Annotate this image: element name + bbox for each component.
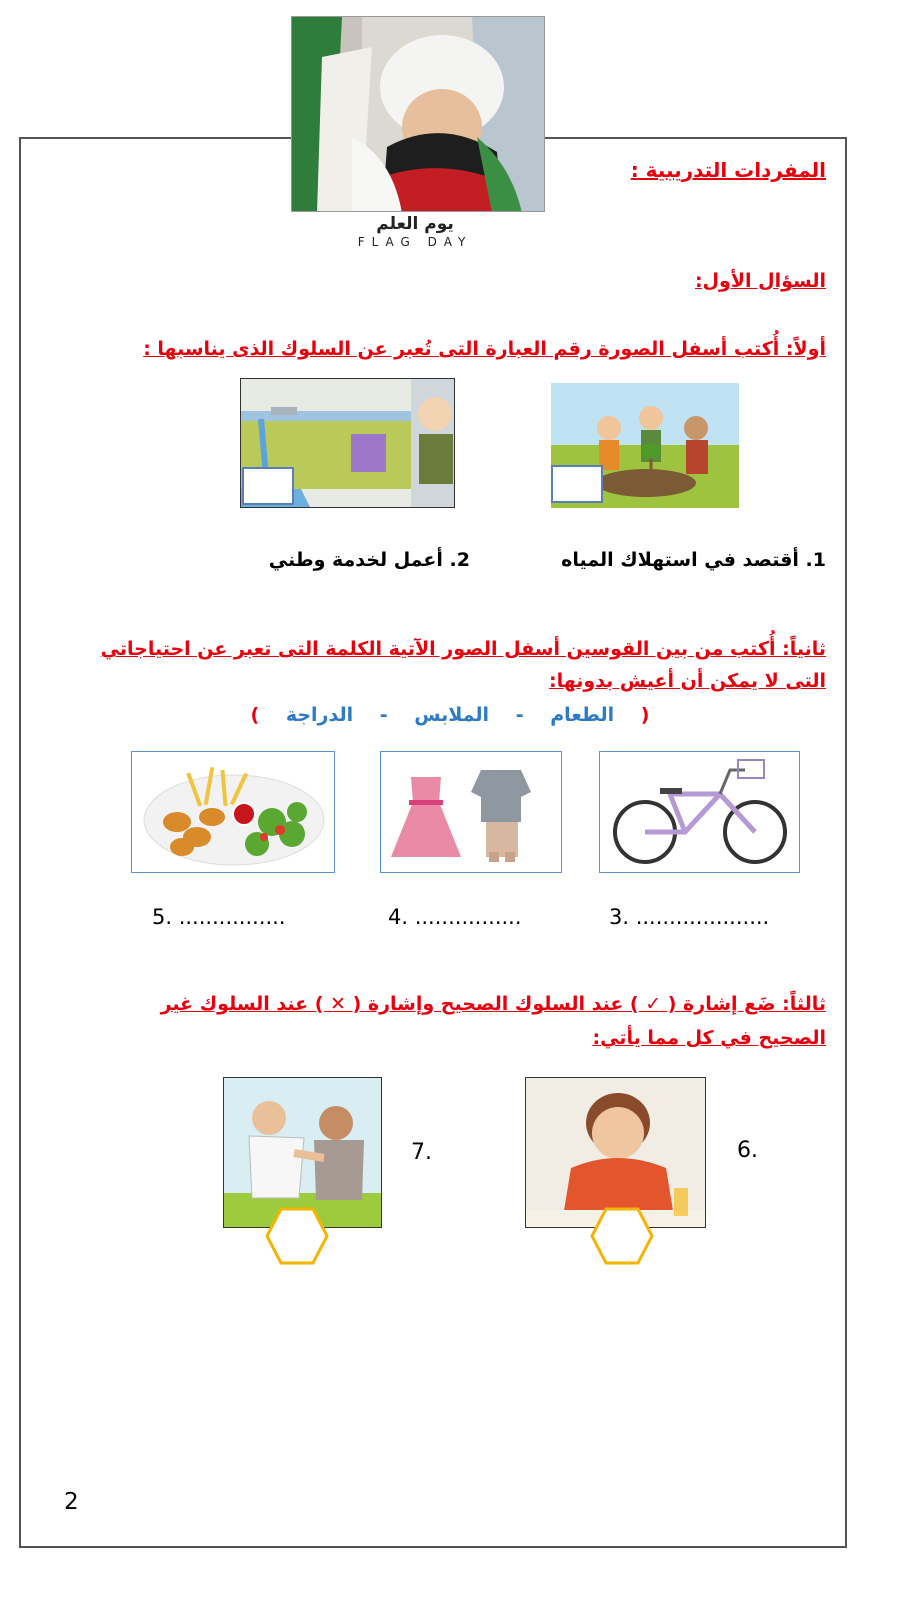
fighting-kids-image [223,1077,382,1228]
answer-box-tree[interactable] [551,465,603,503]
part1-instruction: أولاً: أُكتب أسفل الصورة رقم العبارة التى تُعبر عن السلوك الذى يناسبها : [143,338,826,360]
sentence-2-text: أعمل لخدمة وطني [268,549,443,571]
flag-day-logo [340,214,490,254]
choice-food: الطعام [550,704,615,726]
clothes-image [380,751,562,873]
word-choices [0,704,900,726]
close-paren: ) [250,704,260,726]
part2-instruction-line2: التى لا يمكن أن أعيش بدونها: [548,670,826,692]
food-image [131,751,335,873]
bicycle-image [599,751,800,873]
blank-5[interactable]: 5. ................ [152,905,286,929]
flag-day-photo [291,16,545,212]
sentence-2 [269,549,470,571]
open-paren: ( [640,704,650,726]
sentence-1-number: 1. [805,549,826,571]
answer-hexagon-6[interactable] [590,1207,654,1265]
choice-separator: - [379,704,388,726]
sentence-1-text: أقتصد في استهلاك المياه [561,549,799,571]
part2-instruction-line1: ثانياً: أُكتب من بين القوسين أسفل الصور الآتية الكلمة التى تعبر عن احتياجاتي [100,638,826,660]
question-title: السؤال الأول: [694,270,826,292]
choice-separator: - [515,704,524,726]
sentence-2-number: 2. [449,549,470,571]
part3-instruction-line1: ثالثاً: ضَع إشارة ( ✓ ) عند السلوك الصحيح وإشارة ( ✕ ) عند السلوك غير [160,993,826,1015]
part3-instruction-line2: الصحيح في كل مما يأتي: [592,1027,826,1049]
flag-day-english: FLAG DAY [357,235,473,249]
page-number: 2 [64,1489,79,1515]
blank-4[interactable]: 4. ................ [388,905,522,929]
item-7-label: 7. [411,1140,432,1165]
blank-3[interactable]: 3. .................... [609,905,770,929]
studying-boy-image [525,1077,706,1228]
answer-hexagon-7[interactable] [265,1207,329,1265]
choice-clothes: الملابس [414,704,490,726]
flag-day-arabic: يوم العلم [376,214,454,234]
section-title: المفردات التدريبية : [630,158,826,182]
answer-box-water[interactable] [242,467,294,505]
sentence-1 [561,549,826,571]
item-6-label: 6. [737,1138,758,1163]
choice-bicycle: الدراجة [285,704,354,726]
